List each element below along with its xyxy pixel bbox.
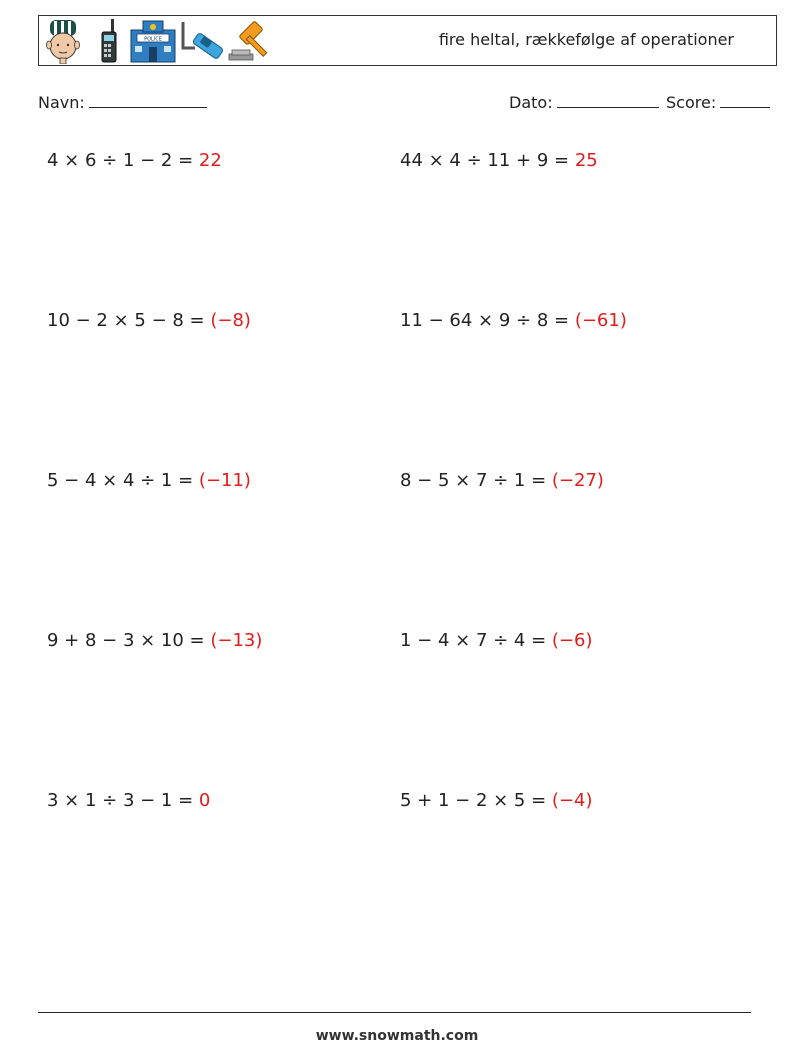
header-box	[38, 15, 777, 66]
problem-1	[47, 150, 222, 171]
problem-expression: 9 + 8 − 3 × 10 =	[47, 630, 211, 651]
problem-3	[47, 310, 251, 331]
footer-divider	[38, 1012, 751, 1013]
problem-4	[400, 310, 627, 331]
problem-answer: 22	[198, 150, 222, 171]
problem-answer: (−13)	[210, 630, 263, 651]
footer-website[interactable]: www.snowmath.com	[315, 1028, 479, 1044]
date-label: Dato:	[509, 93, 553, 112]
score-label: Score:	[666, 93, 717, 112]
gavel-icon	[227, 18, 273, 64]
problem-expression: 1 − 4 × 7 ÷ 4 =	[400, 630, 552, 651]
problem-2	[400, 150, 598, 171]
problem-10	[400, 790, 593, 811]
problem-expression: 8 − 5 × 7 ÷ 1 =	[400, 470, 552, 491]
problem-expression: 10 − 2 × 5 − 8 =	[47, 310, 211, 331]
date-blank[interactable]	[557, 93, 659, 108]
walkie-talkie-icon	[99, 18, 119, 64]
problem-expression: 5 − 4 × 4 ÷ 1 =	[47, 470, 199, 491]
problem-expression: 44 × 4 ÷ 11 + 9 =	[400, 150, 575, 171]
name-label: Navn:	[38, 93, 85, 112]
problem-answer: (−4)	[551, 790, 593, 811]
problem-5	[47, 470, 251, 491]
problem-8	[400, 630, 593, 651]
problem-expression: 4 × 6 ÷ 1 − 2 =	[47, 150, 199, 171]
problem-answer: (−11)	[198, 470, 251, 491]
problem-answer: (−27)	[551, 470, 604, 491]
problem-9	[47, 790, 210, 811]
score-field[interactable]	[666, 93, 770, 112]
problem-6	[400, 470, 604, 491]
date-field[interactable]	[509, 93, 659, 112]
problem-answer: (−6)	[551, 630, 593, 651]
handcuffs-icon	[179, 18, 225, 64]
police-station-icon	[129, 18, 177, 64]
problem-expression: 11 − 64 × 9 ÷ 8 =	[400, 310, 575, 331]
worksheet-title: fire heltal, rækkefølge af operationer	[438, 30, 734, 49]
problem-answer: 25	[574, 150, 598, 171]
problem-answer: (−61)	[574, 310, 627, 331]
problem-answer: 0	[198, 790, 211, 811]
problem-7	[47, 630, 262, 651]
problem-expression: 3 × 1 ÷ 3 − 1 =	[47, 790, 199, 811]
svg-text:POLICE: POLICE	[144, 36, 162, 43]
prisoner-icon	[45, 18, 81, 64]
problem-expression: 5 + 1 − 2 × 5 =	[400, 790, 552, 811]
score-blank[interactable]	[720, 93, 770, 108]
name-field[interactable]	[38, 93, 207, 112]
name-blank[interactable]	[89, 93, 207, 108]
problem-answer: (−8)	[210, 310, 251, 331]
